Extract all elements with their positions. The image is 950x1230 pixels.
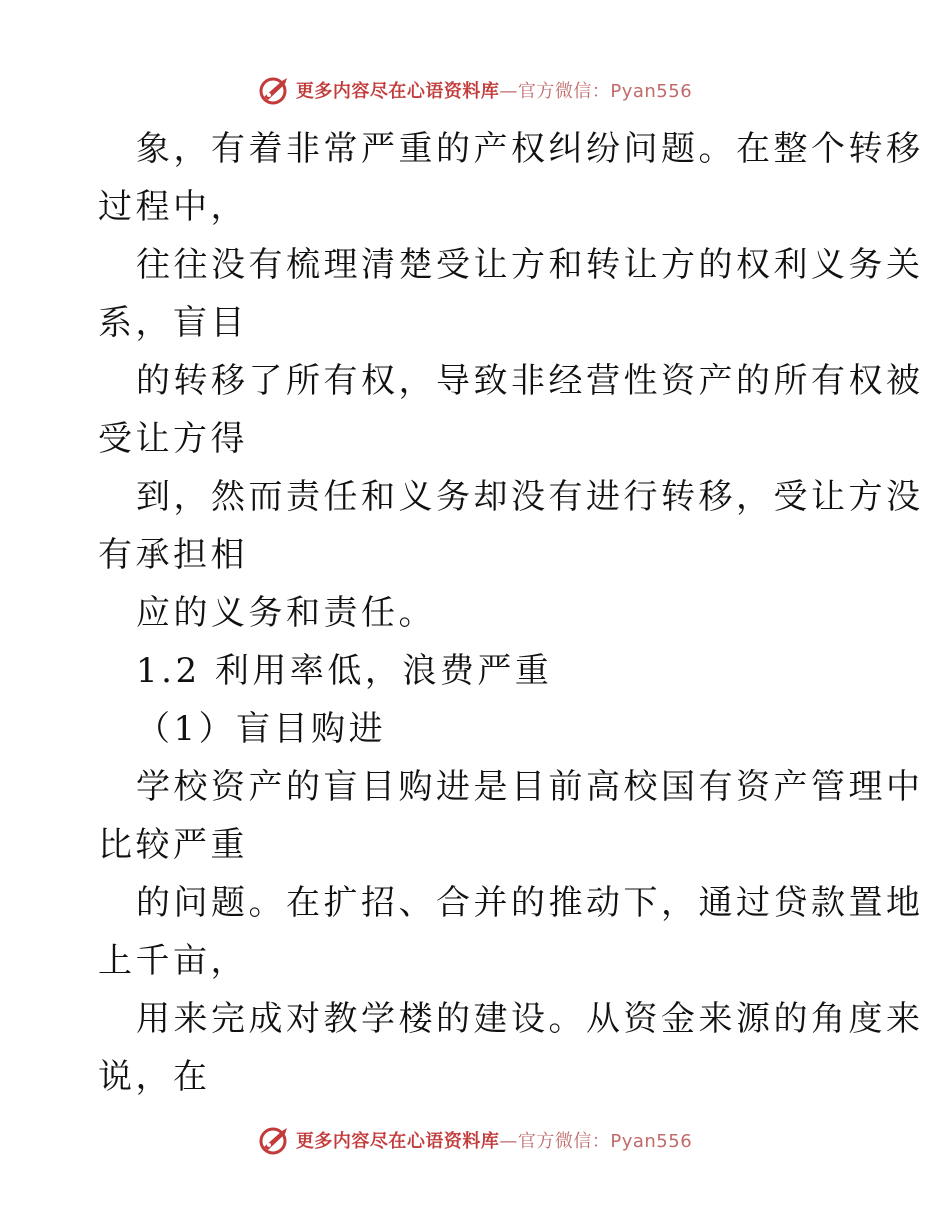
text-line: 系，盲目 <box>98 303 248 343</box>
watermark-brand: 更多内容尽在心语资料库 <box>295 81 500 102</box>
text-line: 象，有着非常严重的产权纠纷问题。在整个转移 <box>136 129 924 169</box>
watermark-text <box>296 77 692 103</box>
text-line: 1.2 利用率低，浪费严重 <box>136 651 553 691</box>
watermark-brand: 更多内容尽在心语资料库 <box>295 1131 500 1152</box>
text-line: 的转移了所有权，导致非经营性资产的所有权被 <box>136 361 924 401</box>
text-line: 受让方得 <box>98 419 248 459</box>
text-line: 学校资产的盲目购进是目前高校国有资产管理中 <box>136 767 924 807</box>
text-line: 应的义务和责任。 <box>136 593 436 633</box>
text-line: 到，然而责任和义务却没有进行转移，受让方没 <box>136 477 924 517</box>
text-line: 说，在 <box>98 1057 211 1097</box>
text-line: 上千亩， <box>98 941 248 981</box>
pen-logo-icon <box>258 73 292 107</box>
watermark-contact: —官方微信：Pyan556 <box>499 81 693 102</box>
header-watermark <box>0 72 950 108</box>
footer-watermark <box>0 1122 950 1158</box>
text-line: 用来完成对教学楼的建设。从资金来源的角度来 <box>136 999 924 1039</box>
text-line: 的问题。在扩招、合并的推动下，通过贷款置地 <box>136 883 924 923</box>
watermark-contact: —官方微信：Pyan556 <box>499 1131 693 1152</box>
document-body <box>98 120 924 1106</box>
text-line: 过程中， <box>98 187 248 227</box>
text-line: 往往没有梳理清楚受让方和转让方的权利义务关 <box>136 245 924 285</box>
pen-logo-icon <box>258 1123 292 1157</box>
watermark-text <box>296 1127 692 1153</box>
text-line: （1）盲目购进 <box>136 709 387 749</box>
text-line: 比较严重 <box>98 825 248 865</box>
text-line: 有承担相 <box>98 535 248 575</box>
